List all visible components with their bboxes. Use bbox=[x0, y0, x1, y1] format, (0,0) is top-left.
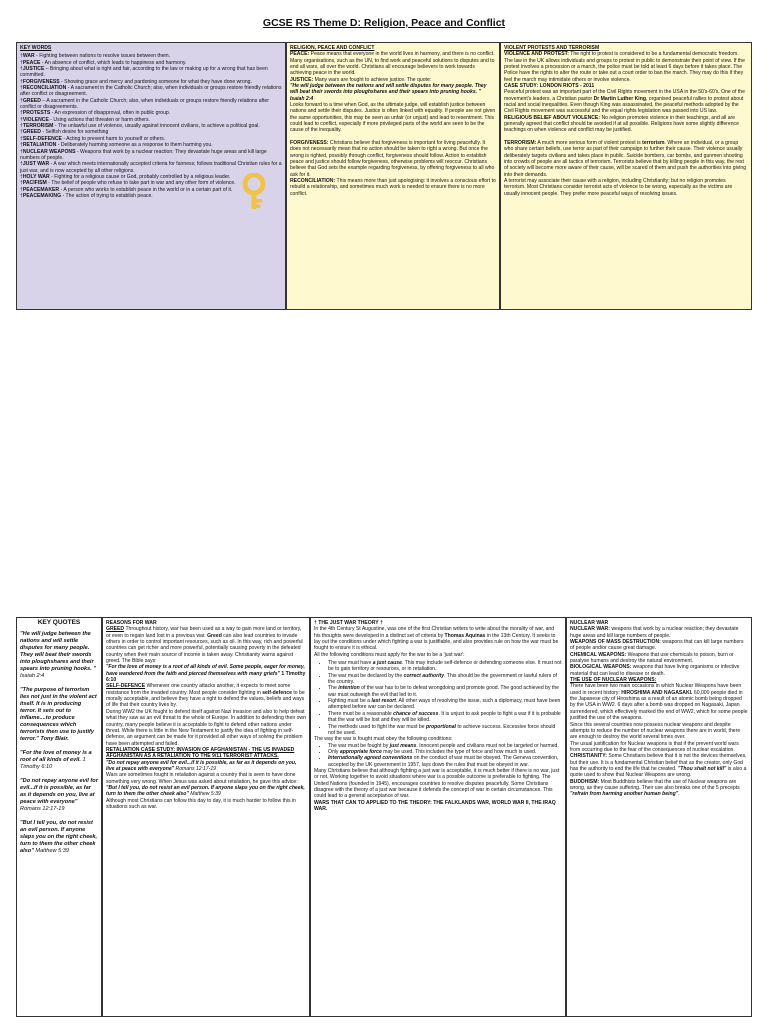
retaliation-ref: Romans 12:17-19 bbox=[174, 765, 217, 772]
condition-pre: Only bbox=[328, 748, 340, 755]
key-word-term: RETALIATION bbox=[22, 142, 57, 149]
violent-protests-box bbox=[500, 42, 752, 310]
reconciliation-label: RECONCILIATION: bbox=[290, 177, 336, 184]
christianity-quote: "Thou shalt not kill" bbox=[677, 765, 727, 772]
buddhism-quote: "refrain from harming another human being" bbox=[570, 791, 679, 798]
key-word-definition: - Fighting for a religious cause or God, probably controlled by a religious leader. bbox=[49, 173, 231, 180]
condition-key: last resort bbox=[371, 698, 396, 705]
key-bullet-icon: † bbox=[20, 85, 23, 92]
retaliation-label: RETALIATION CASE STUDY: INVASION OF AFGHANISTAN - THE US INVADED AFGHANISTAN AS A RETALIATION TO THE 9/11 TERRORIST ATTACKS. bbox=[106, 746, 295, 760]
greed-ref: 1 Timothy 6:10 bbox=[106, 670, 306, 684]
condition-key: intention bbox=[338, 685, 360, 692]
key-word-definition: - The action of trying to establish peace. bbox=[61, 192, 153, 199]
self-defence-bold: self-defence bbox=[262, 689, 292, 696]
condition-pre: The war must have bbox=[328, 660, 373, 667]
key-word-definition: - An expression of disapproval, often in public group. bbox=[50, 110, 171, 117]
nuclear-heading: NUCLEAR WAR bbox=[570, 620, 609, 626]
just-war-box bbox=[310, 617, 566, 1017]
violence-protest-text: The right to protest is considered to be a fundamental democratic freedom. The law in the UK allows individuals and groups to protest in public to demonstrate their point of view. If the protest involves a procession or a march, the police must be told at least 6 days before it takes place. The Police have the rights to alter the route or take out a court order to ban the march. They may do this if they feel the march may intimidate others or involve violence. bbox=[504, 51, 745, 83]
condition-item bbox=[328, 660, 562, 673]
condition-pre: The bbox=[328, 685, 339, 692]
key-word-term: NUCLEAR WEAPONS bbox=[22, 148, 76, 155]
condition-post: . All other ways of resolving the issue, such a diplomacy, must have been attempted before war can be declared. bbox=[328, 698, 561, 711]
key-bullet-icon: † bbox=[20, 78, 23, 85]
reasons-for-war-box bbox=[102, 617, 310, 1017]
key-bullet-icon: † bbox=[20, 53, 23, 60]
key-word-term: PACIFISM bbox=[22, 180, 47, 187]
greed-word: Greed bbox=[207, 632, 222, 639]
buddhism-text-2: . bbox=[678, 791, 680, 798]
forgiveness-text: Christians believe that forgiveness is important for living peacefully. It does not necessarily mean that no action should be taken to right a wrong. But once the wrong is righted, possibly through conflict, forgiveness should follow. Action to establish peace and justice should follow forgiveness, otherwise problems will reoccur. Christians believe that God sets the example regarding forgiveness, by offering forgiveness to all who ask for it. bbox=[290, 139, 495, 178]
greed-text: Throughout history, war has been used as a way to gain more land or territory, or even to regain land lost in a previous war. bbox=[106, 626, 302, 639]
self-defence-label: SELF-DEFENCE bbox=[106, 683, 146, 690]
key-quote-ref: 1 Timothy 6:10 bbox=[20, 757, 86, 771]
peace-label: PEACE: bbox=[290, 51, 310, 58]
key-word-definition: - The unlawful use of violence, usually against innocent civilians, to achieve a political goal. bbox=[53, 123, 260, 130]
peace-heading: RELIGION, PEACE AND CONFLICT bbox=[290, 45, 375, 51]
condition-pre: Fighting must be a bbox=[328, 698, 372, 705]
key-word-term: PEACEMAKING bbox=[22, 192, 62, 199]
key-words-heading: KEY WORDS bbox=[20, 45, 52, 51]
case-study-label: CASE STUDY: LONDON RIOTS - 2011 bbox=[504, 83, 595, 90]
fought-conditions-list bbox=[314, 743, 562, 768]
key-word-definition: - Acting to prevent harm to yourself or others. bbox=[61, 135, 166, 142]
fought-intro: The way the war is fought must obey the following conditions: bbox=[314, 736, 453, 743]
key-word-term: PEACE bbox=[22, 59, 41, 66]
condition-key: chance of success bbox=[393, 710, 439, 717]
condition-post: may be used. This includes the type of force and how much is used. bbox=[381, 748, 537, 755]
biological-label: BIOLOGICAL WEAPONS: bbox=[570, 664, 632, 671]
terrorism-label: TERRORISM: bbox=[504, 139, 537, 146]
condition-pre: There must be a reasonable bbox=[328, 710, 394, 717]
reasons-heading: REASONS FOR WAR bbox=[106, 620, 157, 626]
key-word-term: PEACEMAKER bbox=[22, 186, 60, 193]
chemical-label: CHEMICAL WEAPONS: bbox=[570, 651, 627, 658]
key-quote-ref: Isaiah 2:4 bbox=[20, 673, 45, 680]
condition-post: . This may include self-defence or defending someone else. It must not be to gain territory or resources, or in retaliation. bbox=[328, 660, 562, 673]
mlk-name: Dr Martin Luther King bbox=[593, 95, 646, 102]
key-word-term: JUST WAR bbox=[22, 161, 50, 168]
condition-post: on the conduct of war must be obeyed. The Geneva convention, accepted by the UK government in 1957, lays down the rules that must be obeyed in war. bbox=[328, 755, 559, 768]
key-bullet-icon: † bbox=[20, 186, 23, 193]
condition-item bbox=[328, 698, 562, 711]
terrorism-text-2: . Where an individual, or a group who share certain beliefs, use terror as part of their campaign to further their cause. Their violence usually deliberately targets civilians and takes place in public. Suicide bombers, car bombs, and gunmen shooting into crowds of people are all tactics of terrorism. Terrorists believe that by killing people in this way, the rest of society will become more aware of their cause, will be scared of them and push the authorities into giving into their demands. bbox=[504, 139, 747, 178]
key-quote bbox=[20, 687, 98, 743]
condition-item bbox=[328, 711, 562, 724]
key-word-term: GREED bbox=[22, 129, 41, 136]
christianity-text: Some Christians believe that it is not the devices themselves, but their use. It is a fundamental Christian belief that as the creator, only God has the authority to end the life that he created. bbox=[570, 753, 747, 772]
key-word-item bbox=[20, 149, 282, 162]
page-title: GCSE RS Theme D: Religion, Peace and Conflict bbox=[262, 17, 506, 29]
key-quotes-box bbox=[16, 617, 102, 1017]
retaliation-text-2: Although most Christians can follow this day to day, it is much harder to follow this in situations such as war. bbox=[106, 797, 296, 810]
key-bullet-icon: † bbox=[20, 110, 23, 117]
biological-text: weapons that have living organisms or infective material that can lead to disease or death. bbox=[570, 664, 740, 677]
key-word-definition: - An absence of conflict, which leads to happiness and harmony. bbox=[40, 59, 187, 66]
key-word-term: PROTESTS bbox=[22, 110, 51, 117]
key-word-term: FORGIVENESS bbox=[22, 78, 60, 85]
key-word-item bbox=[20, 98, 282, 111]
condition-key: Internationally agreed conventions bbox=[328, 755, 413, 762]
nuclear-war-label: NUCLEAR WAR: bbox=[570, 626, 610, 633]
just-war-outro: Many Christians believe that although fighting a just war is acceptable, it is much better if there is no war, just or not. Working together to avoid situations where war is a possible outcome is preferable to fighting. The United Nations (founded in 1945), encourages countries to resolve disputes peacefully. Some Christians disagree with the theory of a just war because it defends the concept of war in certain circumstances. This could lead to a general acceptance of war. bbox=[314, 767, 560, 800]
key-word-definition: - A sacrament in the Catholic Church; also, when individuals or groups restore friendly relations after conflict or disagreement. bbox=[20, 85, 282, 98]
key-word-definition: - Weapons that work by a nuclear reaction: They devastate huge areas and kill large numbers of people. bbox=[20, 148, 267, 161]
key-word-definition: - Fighting between nations to resolve issues between them. bbox=[34, 53, 171, 60]
isaiah-quote: "He will judge between the nations and will settle disputes for many people. They will beat their swords into ploughshares and their spears into pruning hooks. " Isaiah 2:4 bbox=[290, 83, 487, 102]
condition-key: just means bbox=[389, 742, 417, 749]
condition-post: of the war has to be to defeat wrongdoing and promote good. The good achieved by the war must outweigh the evil that led to it. bbox=[328, 685, 559, 698]
condition-item bbox=[328, 685, 562, 698]
wmd-text: weapons that can kill large numbers of people and/or cause great damage. bbox=[570, 639, 744, 652]
key-bullet-icon: † bbox=[20, 66, 23, 73]
key-word-term: TERRORISM bbox=[22, 123, 54, 130]
key-icon bbox=[237, 173, 271, 211]
key-bullet-icon: † bbox=[20, 192, 23, 199]
key-quote bbox=[20, 820, 98, 855]
key-word-term: SELF-DEFENCE bbox=[22, 135, 62, 142]
use-nuclear-label: THE USE OF NUCLEAR WEAPONS: bbox=[570, 677, 657, 684]
key-word-term: VIOLENCE bbox=[22, 116, 49, 123]
wars-applied: WARS THAT CAN TO APPLIED TO THE THEORY: THE FALKLANDS WAR, WORLD WAR II, THE IRAQ WAR. bbox=[314, 799, 556, 812]
just-war-intro-2: in the 13th Century. It seeks to lay out the conditions under which fighting a war is justifiable, and also provides rule on how the war must be fought to ensure it is ethical. bbox=[314, 632, 559, 652]
buddhism-text: Most Buddhists believe that the use of Nuclear weapons are wrong, as they cause suffering. Their use also breaks one of the 5 precepts bbox=[570, 778, 740, 791]
condition-pre: The war must be declared by the bbox=[328, 672, 404, 679]
case-text-1: Peaceful protest was an important part of the Civil Rights movement in the USA in the 50's-60's. One of the movement's leaders, a Christian pastor bbox=[504, 89, 745, 102]
key-word-definition: - The belief of people who refuse to take part in war and any other form of violence. bbox=[46, 180, 236, 187]
use-text-4: The usual justification for Nuclear weapons is that if the prevent world wars from occurring due to the fear of the consequences of nuclear escalation. bbox=[570, 740, 739, 753]
condition-post: . This should be the government or lawful rulers of the country. bbox=[328, 672, 557, 686]
condition-pre: The war must be fought by bbox=[328, 742, 390, 749]
use-text-1: There have been two main occasions in which Nuclear Weapons have been used in recent history: bbox=[570, 683, 742, 696]
condition-post: to achieve success. Excessive force should not be used. bbox=[328, 723, 556, 736]
retaliation-text: Wars are sometimes fought in retaliation against a country that is seen to have done something very wrong. When Jesus was asked about retaliation, he gave this advice: bbox=[106, 772, 298, 785]
violence-protest-label: VIOLENCE AND PROTEST: bbox=[504, 51, 569, 58]
peace-conflict-box bbox=[286, 42, 500, 310]
key-words-box bbox=[16, 42, 286, 310]
key-bullet-icon: † bbox=[20, 129, 23, 136]
self-defence-text-2: to be morally acceptable, and believe they have a right to defend the values, beliefs and ways of life that their country lives by. bbox=[106, 689, 305, 709]
key-bullet-icon: † bbox=[20, 173, 23, 180]
condition-key: a just cause bbox=[372, 660, 402, 667]
key-word-item bbox=[20, 66, 282, 79]
nuclear-war-box bbox=[566, 617, 752, 1017]
key-quote bbox=[20, 778, 98, 813]
key-bullet-icon: † bbox=[20, 97, 23, 104]
key-quotes-list bbox=[20, 631, 98, 855]
key-quote-text: "He will judge between the nations and will settle disputes for many people. They will beat their swords into ploughshares and their spears into pruning hooks. " bbox=[20, 631, 96, 673]
wmd-label: WEAPONS OF MASS DESTRUCTION: bbox=[570, 639, 661, 646]
key-word-definition: – Bringing about what is right and fair, according to the law or making up for a wrong that has been committed. bbox=[20, 66, 268, 79]
greed-text-2: can also lead countries to invade others in order to control important resources, such as oil. In this way, rich and powerful countries can get richer and more powerful, potentially causing poverty in the defeated country when their main source of income is taken away. Christianity warns against greed. The Bible says: bbox=[106, 632, 303, 665]
aquinas-name: Thomas Aquinas bbox=[444, 632, 486, 639]
key-quote bbox=[20, 750, 98, 771]
religious-belief-label: RELIGIOUS BELIEF ABOUT VIOLENCE: bbox=[504, 114, 601, 121]
key-quote-ref: Romans 12:17-19 bbox=[20, 806, 65, 813]
condition-item bbox=[328, 673, 562, 686]
key-quote-ref: Matthew 5:39 bbox=[33, 848, 69, 855]
key-word-item bbox=[20, 161, 282, 174]
buddhism-label: BUDDHISM: bbox=[570, 778, 600, 785]
violent-heading: VIOLENT PROTESTS AND TERRORISM bbox=[504, 45, 600, 51]
key-word-term: JUSTICE bbox=[22, 66, 45, 73]
retaliation-quote-2: "But I tell you, do not resist an evil person. If anyone slaps you on the right cheek, turn to them the other cheek also" bbox=[106, 784, 305, 798]
key-quote-text: "Do not repay anyone evil for evil...if it is possible, as far as it depends on you, live at peace with everyone" bbox=[20, 778, 98, 806]
greed-label: GREED bbox=[106, 626, 125, 633]
key-bullet-icon: † bbox=[20, 180, 23, 187]
christianity-text-2: is also a quote used to show that Nuclear Weapons are wrong. bbox=[570, 765, 747, 779]
key-quote-text: "But I tell you, do not resist an evil person. If anyone slaps you on the right cheek, turn to them the other cheek also" bbox=[20, 820, 98, 855]
key-word-term: GREED bbox=[22, 97, 41, 104]
use-text-3: Since this several countries now possess nuclear weapons and despite attempts to reduce the number of nuclear weapons there are in world, there are enough to destroy the world several times over. bbox=[570, 721, 741, 741]
key-bullet-icon: † bbox=[20, 116, 23, 123]
hiroshima-nagasaki: HIROSHIMA AND NAGASAKI. bbox=[621, 689, 693, 696]
key-word-definition: - Using actions that threaten or harm others. bbox=[48, 116, 150, 123]
condition-key: proportional bbox=[425, 723, 456, 730]
key-word-definition: - A war which meets internationally accepted criteria for fairness; follows traditional Christian rules for a just war, and is now accepted by all other religions. bbox=[20, 161, 282, 174]
key-bullet-icon: † bbox=[20, 161, 23, 168]
greed-quote: "For the love of money is a root of all kinds of evil. Some people, eager for money, have wandered from the faith and pierced themselves with many griefs" bbox=[106, 664, 305, 677]
key-bullet-icon: † bbox=[20, 123, 23, 130]
forgiveness-label: FORGIVENESS: bbox=[290, 139, 329, 146]
key-word-definition: - Deliberately harming someone as a response to them harming you. bbox=[56, 142, 213, 149]
condition-post: . It is unjust to ask people to fight a war if it is probable that the war will be lost and they will be killed. bbox=[328, 710, 561, 724]
key-word-definition: - Selfish desire for something bbox=[40, 129, 109, 136]
just-war-intro-1: In the 4th Century St Augustine, was one of the first Christian writers to write about the morality of war, and his thoughts were developed in a distinct set of criteria by bbox=[314, 626, 555, 639]
key-quotes-heading: KEY QUOTES bbox=[37, 619, 81, 626]
justice-label: JUSTICE: bbox=[290, 76, 314, 83]
justice-more: Looks forward to a time when God, as the ultimate judge, will establish justice between nations and settle their disputes. Justice is often linked with equality. If people are not given the same opportunities, this may be seen as unfair (or unjust) and lead to resentment. This could lead to conflict, especially if more privileged parts of the world are seen to be the cause of the inequality. bbox=[290, 102, 496, 134]
key-quote bbox=[20, 631, 98, 680]
justice-text: Many wars are fought to achieve justice. The quote: bbox=[313, 76, 432, 83]
key-bullet-icon: † bbox=[20, 135, 23, 142]
self-defence-text: Whenever one country attacks another, it expects to meet some resistance from the invaded country. Most people consider fighting in bbox=[106, 683, 291, 696]
key-quote-text: "For the love of money is a root of all kinds of evil. bbox=[20, 750, 92, 764]
terrorism-text-1: A much more serious form of violent protest is bbox=[536, 139, 643, 146]
just-war-heading: † THE JUST WAR THEORY † bbox=[314, 620, 383, 626]
key-word-definition: - Showing grace and mercy and pardoning someone for what they have done wrong. bbox=[59, 78, 252, 85]
conditions-intro: All the following conditions must apply for the war to be a 'just war': bbox=[314, 651, 465, 658]
nuclear-war-text: weapons that work by a nuclear reaction; they devastate huge areas and kill large numbers of people. bbox=[570, 626, 739, 639]
reconciliation-text: This means more than just apologising: it involves a conscious effort to rebuild a relationship, and sometimes much work is needed to ensure there is no more conflict. bbox=[290, 177, 496, 197]
condition-item bbox=[328, 755, 562, 768]
religious-belief-text: No religion promotes violence in their teachings, and all are generally agreed that conflict should be avoided if at all possible. Religions have some slightly difference teachings on when violence and conflict may be justified. bbox=[504, 114, 739, 134]
key-quote-text: "The purpose of terrorism lies not just in the violent act itself. It is in producing terror. It sets out to inflame....to produce consequences which terrorists then use to justify terror." Tony Blair. bbox=[20, 687, 97, 743]
condition-post: . Innocent people and civilians must not be targeted or harmed. bbox=[416, 742, 559, 749]
key-word-term: WAR bbox=[22, 53, 35, 60]
condition-key: appropriate force bbox=[339, 748, 382, 755]
conditions-list bbox=[314, 660, 562, 736]
case-text-2: , organised peaceful rallies to protest about racial and social inequalities. Even though King was assassinated, the peaceful methods adopted by the Civil Rights movement was successful and the equal rights legislation was passed into US law. bbox=[504, 95, 744, 115]
key-word-definition: - A person who works to establish peace in the world or in a certain part of it. bbox=[59, 186, 233, 193]
retaliation-quote: "Do not repay anyone evil for evil...if it is possible, as far as it depends on you, live at peace with everyone" bbox=[106, 759, 297, 772]
retaliation-ref-2: Matthew 5:39 bbox=[188, 791, 221, 798]
key-word-term: HOLY WAR bbox=[22, 173, 50, 180]
key-word-item bbox=[20, 85, 282, 98]
use-text-2: 60,000 people died in the Japanese city of Hiroshima as a result of an atomic bomb being dropped by the USA in WW2. 6 days after a bomb was dropped on Nagasaki, Japan surrendered, which effectively marked the end of WW2, which for some people justified the use of the weapons. bbox=[570, 689, 748, 722]
christianity-label: CHRISTIANITY: bbox=[570, 753, 607, 760]
condition-key: correct authority bbox=[403, 672, 445, 679]
peace-text: Peace means that everyone in the world lives in harmony, and there is no conflict. Many organisations, such as the UN, to find work and peaceful solutions to disputes and to end all wars, all over the world. Christians all encourage believers to work towards achieving peace in the world. bbox=[290, 51, 495, 77]
condition-pre: The methods used to fight the war must be bbox=[328, 723, 426, 730]
terrorism-text-3: A terrorist may associate their cause with a religion, including Christianity; but no religion promotes terrorism. Most Christians consider terrorist acts of violence to be wrong, especially as the victims are usually innocent people. They prefer more peaceful ways of resolving issues. bbox=[504, 177, 733, 197]
terrorism-word: terrorism bbox=[642, 139, 665, 146]
chemical-text: Weapons that use chemicals to poison, burn or paralyse humans and destroy the natural environment. bbox=[570, 651, 734, 665]
self-defence-text-3: During WW2 the UK fought to defend itself against Nazi invasion and also to help defeat what they saw as an evil threat to the whole of Europe. In addition to defending their own country, many people believe it is acceptable to fight to defend other nations under threat. While there is little in the New Testament to justify the idea of fighting in self-defence, an argument can be made for it provided all other ways of solving the problem have been attempted and failed. bbox=[106, 708, 306, 747]
condition-item bbox=[328, 724, 562, 737]
key-bullet-icon: † bbox=[20, 59, 23, 66]
key-bullet-icon: † bbox=[20, 142, 23, 149]
key-word-definition: – A sacrament in the Catholic Church; also, when individuals or groups restore friendly relations after conflict or disagreements. bbox=[20, 97, 269, 111]
key-bullet-icon: † bbox=[20, 148, 23, 155]
key-word-term: RECONCILIATION bbox=[22, 85, 67, 92]
